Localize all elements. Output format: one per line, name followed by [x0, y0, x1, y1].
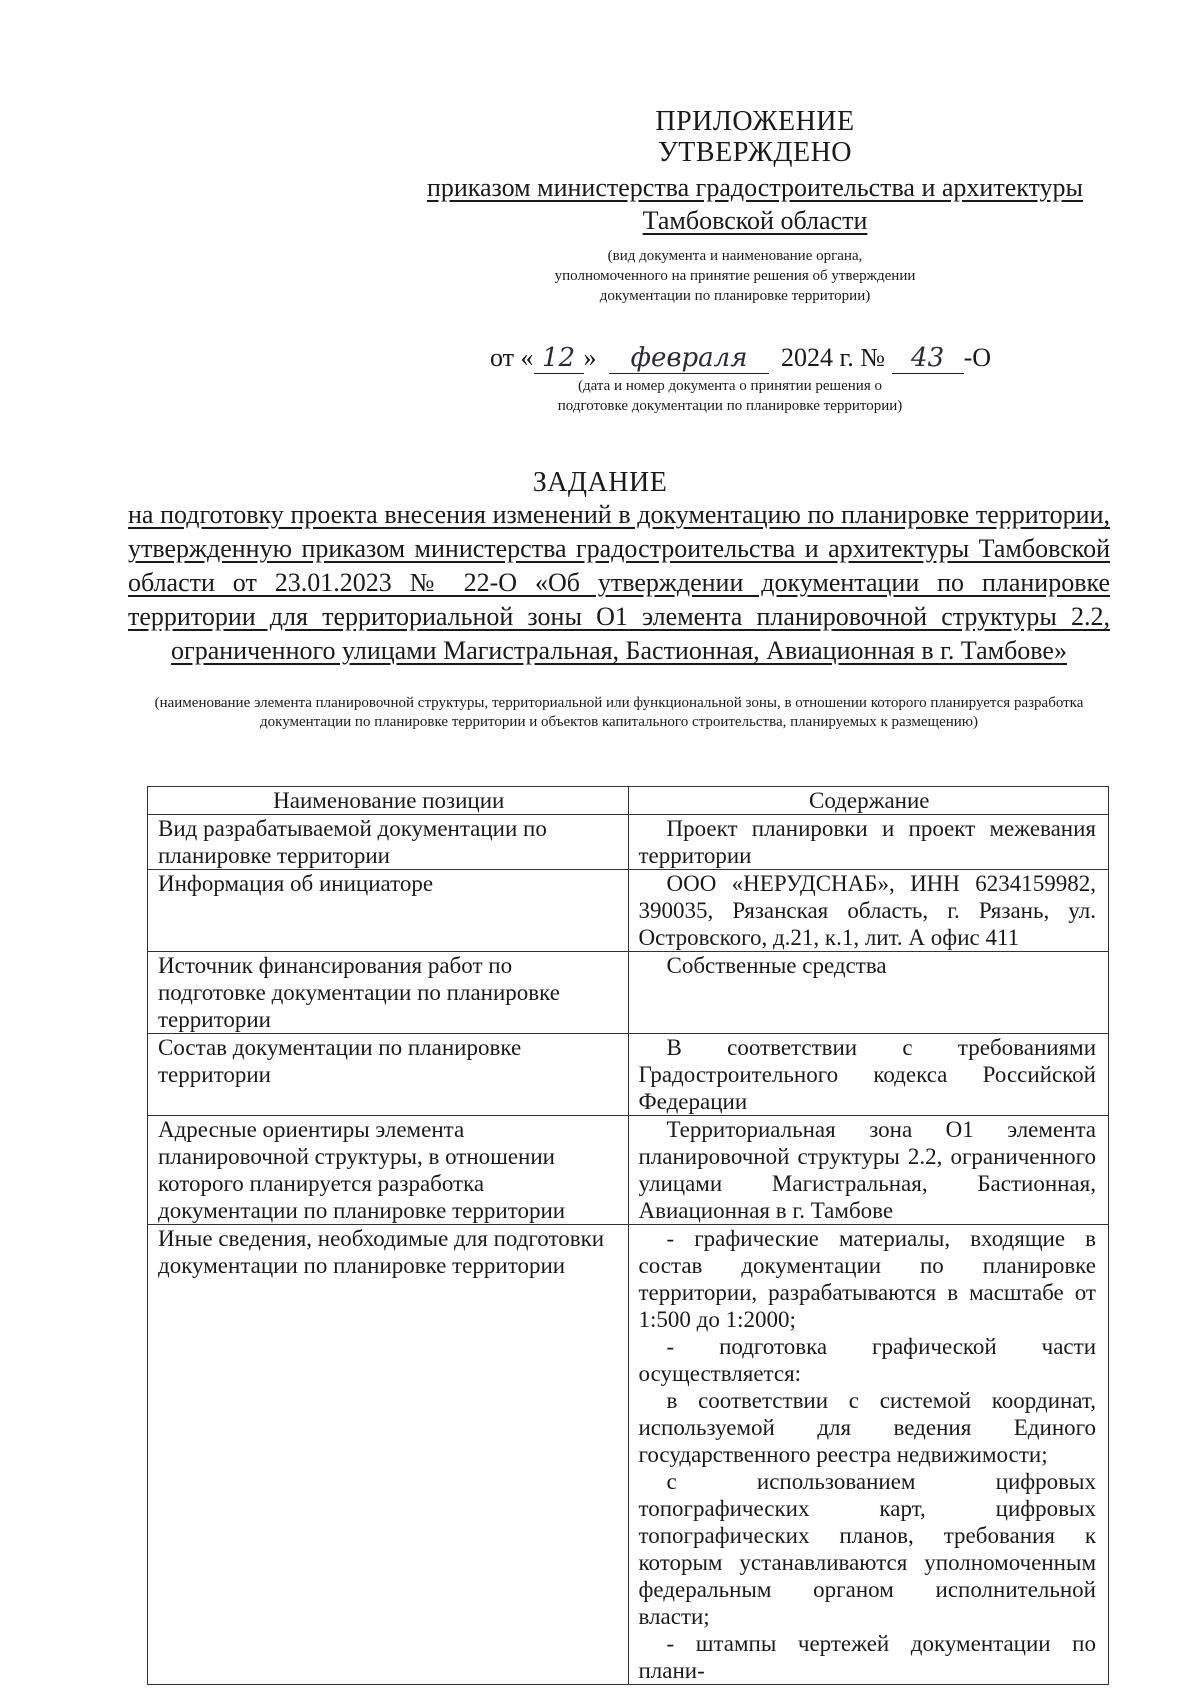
header-position-name: Наименование позиции — [148, 787, 629, 815]
table-row — [148, 1034, 1109, 1116]
table-row — [148, 1116, 1109, 1225]
approval-note-line: документации по планировке территории) — [599, 288, 871, 304]
date-note-line: (дата и номер документа о принятии решения о — [578, 378, 882, 394]
table-header-row — [148, 787, 1109, 815]
row-content: ООО «НЕРУДСНАБ», ИНН 6234159982, 390035, Рязанская область, г. Рязань, ул. Островского, д.21, к.1, лит. А офис 411 — [628, 870, 1109, 952]
row-name: Вид разрабатываемой документации по планировке территории — [148, 815, 629, 870]
content-paragraph: - графические материалы, входящие в состав документации по планировке территории, разрабатываются в масштабе от 1:500 до 1:2000; — [638, 1226, 1096, 1332]
row-name: Информация об инициаторе — [148, 870, 629, 952]
row-content: В соответствии с требованиями Градостроительного кодекса Российской Федерации — [628, 1034, 1109, 1116]
row-content: Проект планировки и проект межевания территории — [628, 815, 1109, 870]
handwritten-month: февраля — [609, 343, 769, 374]
date-year-and-number-label: 2024 г. № — [781, 343, 886, 372]
content-paragraph: - штампы чертежей документации по плани- — [638, 1631, 1096, 1683]
approval-note-line: (вид документа и наименование органа, — [607, 248, 863, 264]
order-date-line — [490, 343, 991, 374]
row-name: Источник финансирования работ по подготовке документации по планировке территории — [148, 952, 629, 1034]
table-row — [148, 815, 1109, 870]
row-content — [628, 1225, 1109, 1685]
row-content: Собственные средства — [628, 952, 1109, 1034]
date-prefix: от « — [490, 343, 534, 372]
task-description: на подготовку проекта внесения изменений в документацию по планировке территории, утвержденную приказом министерства градостроительства и архитектуры Тамбовской области от 23.01.2023 № 22-О «Об утверждении документации по планировке территории для территориальной зоны О1 элемента планировочной структуры 2.2, ограниченного улицами Магистральная, Бастионная, Авиационная в г. Тамбове» — [128, 500, 1110, 665]
table-row — [148, 870, 1109, 952]
row-name: Иные сведения, необходимые для подготовки документации по планировке территории — [148, 1225, 629, 1685]
approval-order-line1: приказом министерства градостроительства и архитектуры — [426, 173, 1084, 202]
row-name: Состав документации по планировке территории — [148, 1034, 629, 1116]
handwritten-day: 12 — [534, 343, 584, 374]
date-note — [500, 376, 960, 416]
task-note: (наименование элемента планировочной структуры, территориальной или функциональной зоны, в отношении которого планируется разработка документации по планировке территории и объектов капитального строительства, планируемых к размещению) — [154, 695, 1084, 730]
handwritten-order-number: 43 — [892, 343, 964, 374]
header-content: Содержание — [628, 787, 1109, 815]
date-note-line: подготовке документации по планировке территории) — [557, 398, 903, 414]
content-paragraph: с использованием цифровых топографических карт, цифровых топографических планов, требования к которым устанавливаются уполномоченным федеральным органом исполнительной власти; — [638, 1469, 1096, 1629]
task-table — [147, 786, 1109, 1685]
order-number-suffix: -О — [963, 343, 992, 372]
table-row — [148, 1225, 1109, 1685]
content-paragraph: в соответствии с системой координат, используемой для ведения Единого государственного реестра недвижимости; — [638, 1388, 1096, 1467]
date-quote-close: » — [583, 343, 597, 372]
row-name: Адресные ориентиры элемента планировочной структуры, в отношении которого планируется разработка документации по планировке территории — [148, 1116, 629, 1225]
table-row — [148, 952, 1109, 1034]
content-paragraph: - подготовка графической части осуществляется: — [638, 1334, 1096, 1386]
approval-note — [470, 246, 1000, 306]
approval-appendix-label: ПРИЛОЖЕНИЕ — [655, 106, 855, 137]
task-heading: ЗАДАНИЕ — [532, 467, 668, 498]
row-content: Территориальная зона О1 элемента планировочной структуры 2.2, ограниченного улицами Магистральная, Бастионная, Авиационная в г. Тамбове — [628, 1116, 1109, 1225]
approval-note-line: уполномоченного на принятие решения об утверждении — [554, 268, 916, 284]
approval-approved-label: УТВЕРЖДЕНО — [657, 137, 853, 168]
approval-order-line2: Тамбовской области — [642, 206, 868, 235]
